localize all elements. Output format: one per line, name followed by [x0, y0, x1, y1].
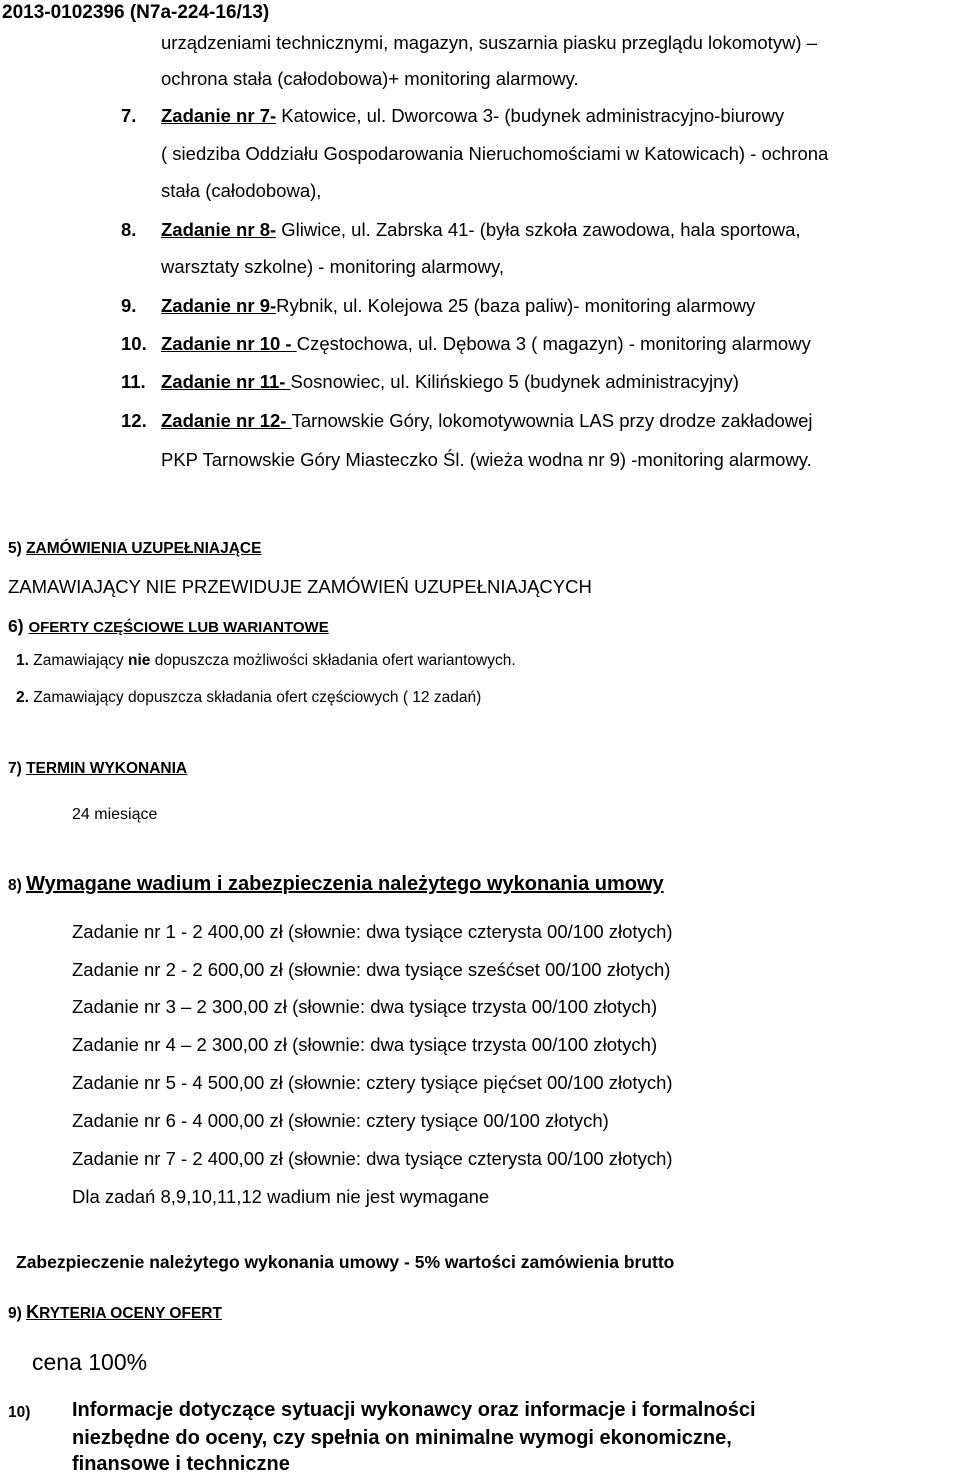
- section-9-heading: [8, 1302, 222, 1323]
- task-continuation-line-1: urządzeniami technicznymi, magazyn, suszarnia piasku przeglądu lokomotyw) –: [161, 32, 818, 53]
- task-9-label: Zadanie nr 9-: [161, 295, 277, 316]
- section-6-item-1-text-c: dopuszcza możliwości składania ofert wariantowych.: [150, 652, 516, 669]
- section-7-heading: [8, 760, 187, 778]
- wadium-row-7: Zadanie nr 7 - 2 400,00 zł (słownie: dwa tysiące czterysta 00/100 złotych): [72, 1148, 673, 1169]
- section-10-line-3: finansowe i techniczne: [72, 1453, 290, 1475]
- section-10-line-1: Informacje dotyczące sytuacji wykonawcy oraz informacje i formalności: [72, 1399, 756, 1421]
- section-10-number: 10): [8, 1404, 31, 1421]
- section-9-text: cena 100%: [32, 1349, 148, 1375]
- section-8-heading: [8, 873, 664, 896]
- section-6-title: OFERTY CZĘŚCIOWE LUB WARIANTOWE: [28, 619, 329, 636]
- task-8-number: 8.: [121, 219, 137, 240]
- section-7-text: 24 miesiące: [72, 806, 158, 823]
- section-8-title: Wymagane wadium i zabezpieczenia należytego wykonania umowy: [26, 873, 664, 895]
- section-10-line-2: niezbędne do oceny, czy spełnia on minimalne wymogi ekonomiczne,: [72, 1427, 732, 1449]
- task-8-text: Gliwice, ul. Zabrska 41- (była szkoła zawodowa, hala sportowa,: [276, 219, 801, 240]
- task-10: [121, 333, 811, 355]
- section-8-number: 8): [8, 877, 27, 894]
- section-6-item-1-emphasis: nie: [128, 652, 151, 669]
- task-12-number: 12.: [121, 410, 147, 431]
- wadium-note: Dla zadań 8,9,10,11,12 wadium nie jest wymagane: [72, 1186, 490, 1207]
- section-6-heading: [8, 616, 329, 637]
- task-9-text: Rybnik, ul. Kolejowa 25 (baza paliw)- monitoring alarmowy: [276, 295, 756, 316]
- task-9-number: 9.: [121, 295, 137, 316]
- section-6-item-1-number: 1.: [16, 652, 29, 669]
- section-7-number: 7): [8, 760, 27, 777]
- wadium-row-4: Zadanie nr 4 – 2 300,00 zł (słownie: dwa tysiące trzysta 00/100 złotych): [72, 1034, 658, 1055]
- task-7: [121, 105, 784, 127]
- guarantee-text: Zabezpieczenie należytego wykonania umowy - 5% wartości zamówienia brutto: [16, 1252, 675, 1272]
- task-10-text: Częstochowa, ul. Dębowa 3 ( magazyn) - monitoring alarmowy: [296, 333, 811, 354]
- section-6-item-1-text-a: Zamawiający: [28, 652, 128, 669]
- task-7-label: Zadanie nr 7-: [161, 105, 277, 126]
- task-12-label: Zadanie nr 12-: [161, 410, 292, 431]
- section-5-heading: [8, 540, 261, 558]
- section-9-title-initial: K: [26, 1302, 40, 1322]
- wadium-row-6: Zadanie nr 6 - 4 000,00 zł (słownie: cztery tysiące 00/100 złotych): [72, 1110, 609, 1131]
- wadium-row-1: Zadanie nr 1 - 2 400,00 zł (słownie: dwa tysiące czterysta 00/100 złotych): [72, 921, 673, 942]
- task-10-label: Zadanie nr 10 -: [161, 333, 297, 354]
- wadium-row-5: Zadanie nr 5 - 4 500,00 zł (słownie: cztery tysiące pięćset 00/100 złotych): [72, 1072, 673, 1093]
- section-6-item-1: [16, 652, 516, 670]
- section-6-item-2: [16, 689, 481, 707]
- task-11: [121, 371, 739, 393]
- section-9-number: 9): [8, 1305, 27, 1322]
- section-6-number: 6): [8, 616, 29, 636]
- section-7-title: TERMIN WYKONANIA: [26, 760, 188, 777]
- task-7-line-2: ( siedziba Oddziału Gospodarowania Nieruchomościami w Katowicach) - ochrona: [161, 143, 829, 164]
- document-header-id: 2013-0102396 (N7a-224-16/13): [2, 2, 270, 23]
- task-11-label: Zadanie nr 11-: [161, 371, 291, 392]
- section-9-title: RYTERIA OCENY OFERT: [39, 1305, 222, 1322]
- task-11-text: Sosnowiec, ul. Kilińskiego 5 (budynek administracyjny): [290, 371, 739, 392]
- task-8-line-2: warsztaty szkolne) - monitoring alarmowy,: [161, 256, 505, 277]
- section-6-item-2-text: Zamawiający dopuszcza składania ofert częściowych ( 12 zadań): [28, 689, 482, 706]
- task-12-line-2: PKP Tarnowskie Góry Miasteczko Śl. (wieża wodna nr 9) -monitoring alarmowy.: [161, 449, 812, 470]
- task-7-number: 7.: [121, 105, 137, 126]
- task-7-text: Katowice, ul. Dworcowa 3- (budynek administracyjno-biurowy: [276, 105, 785, 126]
- task-continuation-line-2: ochrona stała (całodobowa)+ monitoring alarmowy.: [161, 68, 579, 89]
- task-11-number: 11.: [121, 371, 146, 392]
- section-5-number: 5): [8, 540, 27, 557]
- wadium-row-2: Zadanie nr 2 - 2 600,00 zł (słownie: dwa tysiące sześćset 00/100 złotych): [72, 959, 671, 980]
- section-6-item-2-number: 2.: [16, 689, 29, 706]
- task-7-line-3: stała (całodobowa),: [161, 180, 322, 201]
- wadium-row-3: Zadanie nr 3 – 2 300,00 zł (słownie: dwa tysiące trzysta 00/100 złotych): [72, 996, 658, 1017]
- section-5-title: ZAMÓWIENIA UZUPEŁNIAJĄCE: [26, 540, 262, 557]
- task-9: [121, 295, 755, 317]
- task-10-number: 10.: [121, 333, 147, 354]
- task-12: [121, 410, 813, 432]
- section-5-text: ZAMAWIAJĄCY NIE PRZEWIDUJE ZAMÓWIEŃ UZUPEŁNIAJĄCYCH: [8, 576, 592, 597]
- task-12-text: Tarnowskie Góry, lokomotywownia LAS przy drodze zakładowej: [291, 410, 813, 431]
- task-8: [121, 219, 801, 241]
- task-8-label: Zadanie nr 8-: [161, 219, 277, 240]
